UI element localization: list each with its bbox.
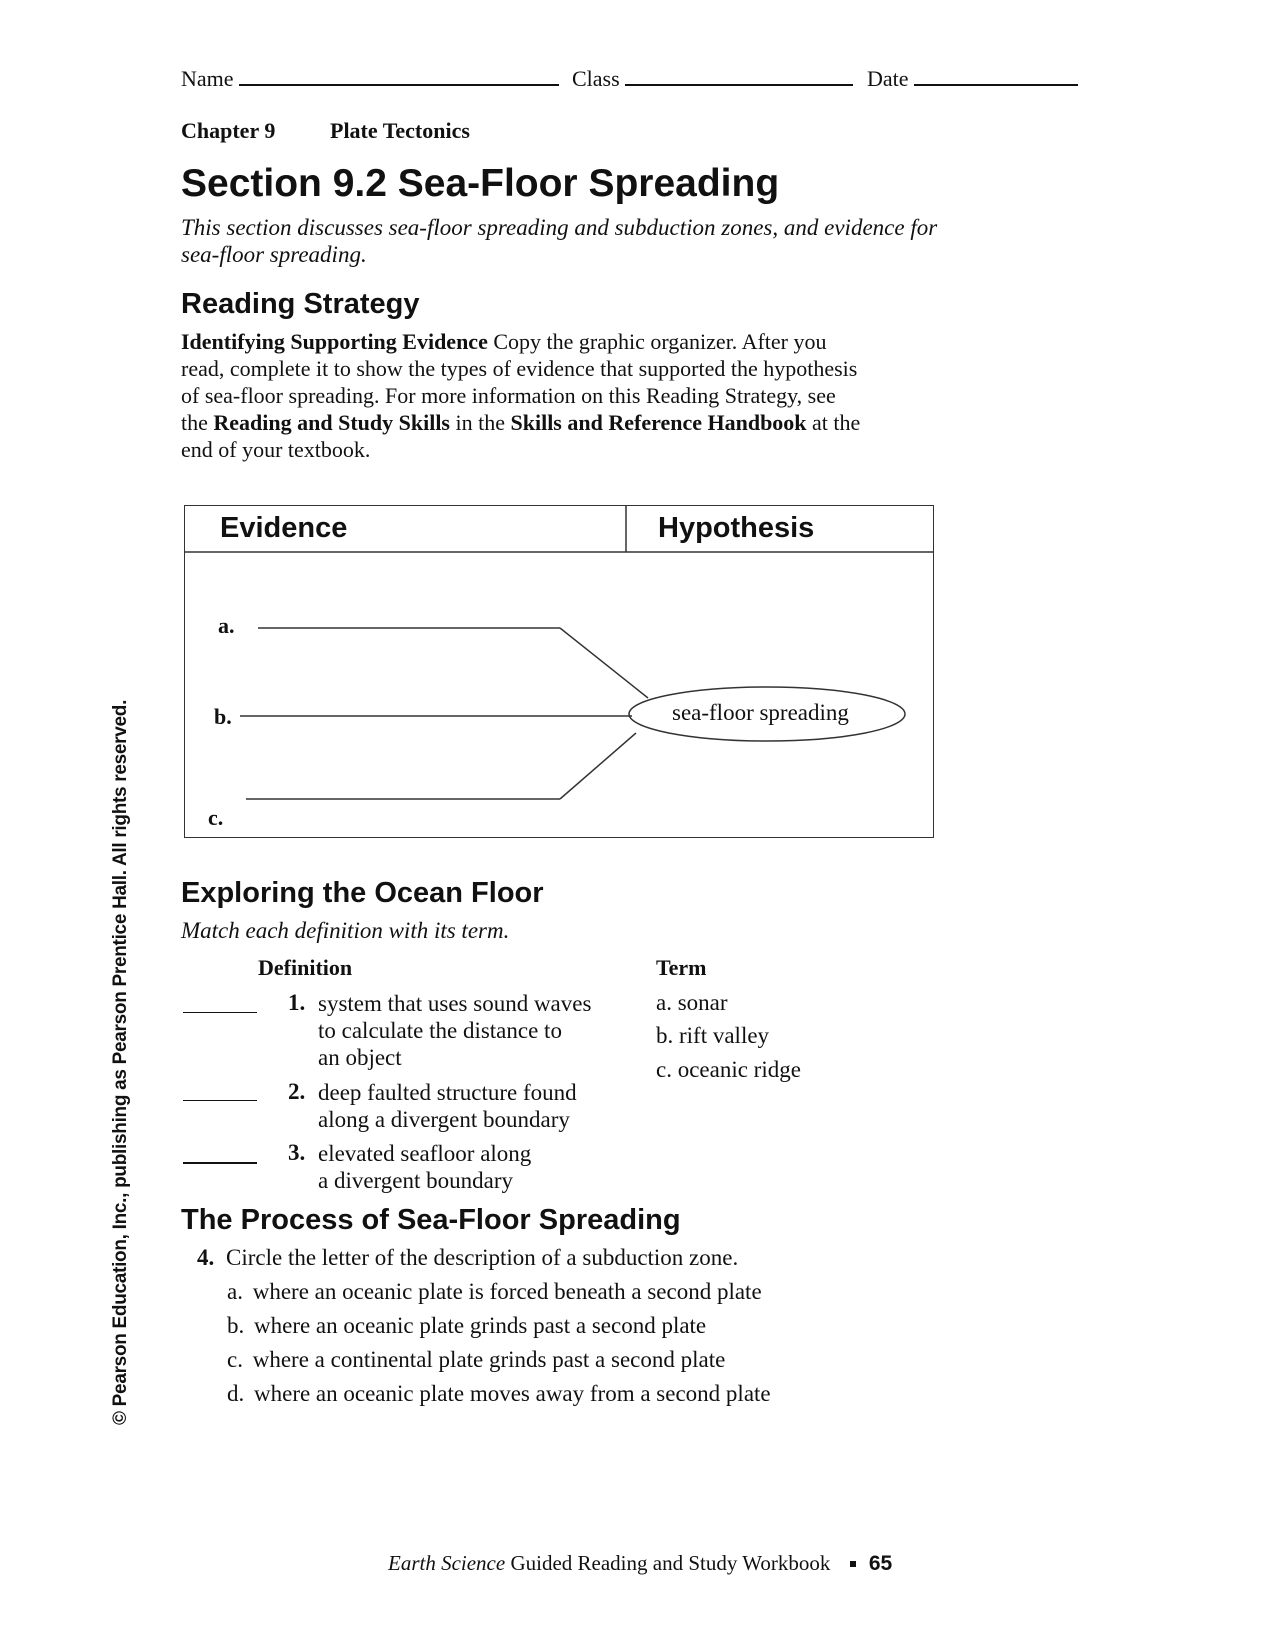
- question-4-number: 4.: [197, 1245, 215, 1270]
- class-label: Class: [572, 66, 620, 91]
- answer-blank-3[interactable]: [183, 1162, 257, 1164]
- connector-c: [560, 733, 636, 799]
- option-b[interactable]: [227, 1313, 706, 1339]
- evidence-label-a: a.: [218, 613, 235, 638]
- reading-strategy-bold-1: Reading and Study Skills: [213, 410, 450, 435]
- option-b-text: where an oceanic plate grinds past a second plate: [254, 1313, 707, 1338]
- page-number: 65: [868, 1552, 893, 1575]
- option-b-letter: b.: [227, 1313, 245, 1338]
- reading-strategy-bold-2: Skills and Reference Handbook: [510, 410, 807, 435]
- footer-bullet-icon: [850, 1561, 856, 1567]
- copyright-notice: © Pearson Education, Inc., publishing as Pearson Prentice Hall. All rights reserved.: [110, 699, 131, 1425]
- option-d-text: where an oceanic plate moves away from a second plate: [254, 1381, 771, 1406]
- answer-blank-2[interactable]: [183, 1100, 257, 1101]
- chapter-title: Plate Tectonics: [330, 118, 470, 143]
- footer-book-title: Guided Reading and Study Workbook: [505, 1551, 831, 1575]
- name-label: Name: [181, 66, 234, 91]
- term-c: c. oceanic ridge: [656, 1057, 801, 1082]
- option-a-text: where an oceanic plate is forced beneath a second plate: [252, 1279, 762, 1304]
- term-a: a. sonar: [656, 990, 728, 1015]
- definition-1-line-3: an object: [318, 1045, 402, 1070]
- evidence-label-b: b.: [214, 704, 232, 729]
- page-footer: [388, 1551, 892, 1576]
- reading-strategy-text-3: at the end of your textbook.: [181, 410, 861, 462]
- chapter-number: Chapter 9: [181, 118, 276, 143]
- definition-3-line-2: a divergent boundary: [318, 1168, 514, 1193]
- definition-header: Definition: [258, 955, 353, 980]
- answer-blank-1[interactable]: [183, 1012, 257, 1013]
- definition-2-line-1: deep faulted structure found: [318, 1080, 577, 1105]
- term-b: b. rift valley: [656, 1023, 770, 1048]
- exploring-instruction: Match each definition with its term.: [181, 918, 510, 943]
- option-c[interactable]: [227, 1347, 725, 1373]
- section-intro: This section discusses sea-floor spreading and subduction zones, and evidence for sea-floor spreading.: [181, 215, 938, 267]
- hypothesis-text: sea-floor spreading: [672, 700, 849, 725]
- evidence-header: Evidence: [220, 512, 348, 544]
- term-header: Term: [656, 955, 707, 980]
- evidence-label-c: c.: [208, 805, 224, 830]
- hypothesis-header: Hypothesis: [658, 512, 815, 544]
- option-c-text: where a continental plate grinds past a second plate: [252, 1347, 726, 1372]
- footer-book-italic: Earth Science: [388, 1551, 506, 1575]
- option-a[interactable]: [227, 1279, 762, 1305]
- option-c-letter: c.: [227, 1347, 243, 1372]
- section-title: Section 9.2 Sea-Floor Spreading: [181, 162, 780, 205]
- option-d[interactable]: [227, 1381, 771, 1407]
- reading-strategy-lead: Identifying Supporting Evidence: [181, 329, 488, 354]
- definition-number-1: 1.: [288, 990, 306, 1015]
- option-d-letter: d.: [227, 1381, 245, 1406]
- date-label: Date: [867, 66, 909, 91]
- definition-3-line-1: elevated seafloor along: [318, 1141, 532, 1166]
- question-4-text: Circle the letter of the description of a subduction zone.: [226, 1245, 739, 1270]
- definition-1-line-1: system that uses sound waves: [318, 991, 592, 1016]
- reading-strategy-heading: Reading Strategy: [181, 288, 420, 320]
- definition-number-2: 2.: [288, 1079, 306, 1104]
- exploring-heading: Exploring the Ocean Floor: [181, 877, 544, 909]
- definition-2-line-2: along a divergent boundary: [318, 1107, 570, 1132]
- definition-number-3: 3.: [288, 1140, 306, 1165]
- reading-strategy-text-1: Copy the graphic organizer. After you read, complete it to show the types of evidence that supported the hypothesis of sea-floor spreading. For more information on this Reading Strategy, see the: [181, 329, 858, 435]
- connector-a: [560, 628, 648, 698]
- process-heading: The Process of Sea-Floor Spreading: [181, 1204, 681, 1236]
- definition-1-line-2: to calculate the distance to: [318, 1018, 562, 1043]
- reading-strategy-text-2: in the: [450, 410, 511, 435]
- option-a-letter: a.: [227, 1279, 243, 1304]
